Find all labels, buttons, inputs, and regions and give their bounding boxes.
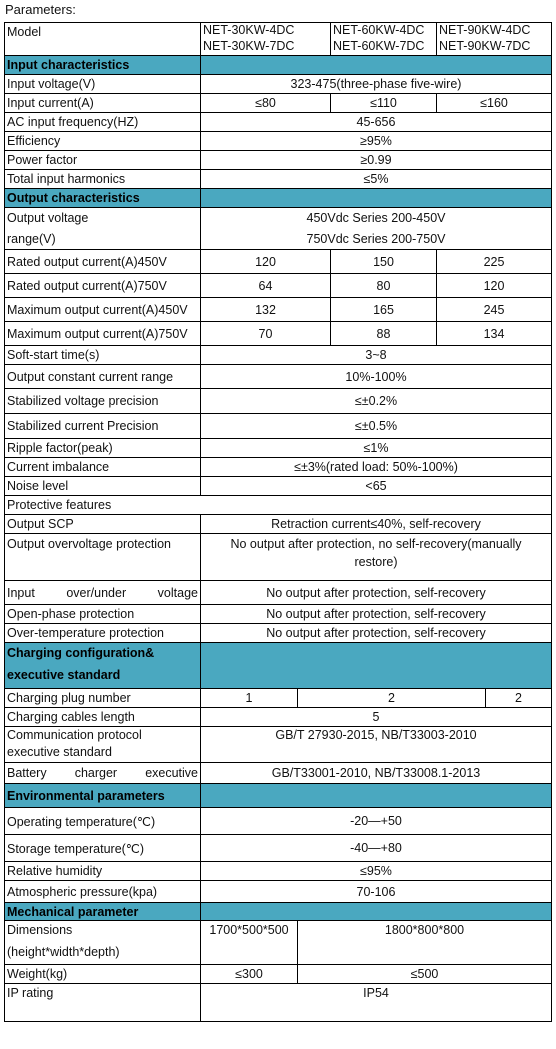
row-value: ≤110 xyxy=(330,94,436,112)
table-row xyxy=(4,132,552,151)
row-value: Retraction current≤40%, self-recovery xyxy=(271,517,481,531)
section-header xyxy=(4,189,552,208)
row-label: Maximum output current(A)450V xyxy=(5,298,201,321)
row-value: GB/T 27930-2015, NB/T33003-2010 xyxy=(275,728,477,742)
row-value: 150 xyxy=(330,250,436,273)
row-label: Rated output current(A)750V xyxy=(5,274,201,297)
row-value: No output after protection, self-recovery xyxy=(266,585,486,600)
section-header xyxy=(4,56,552,75)
model-col-2: NET-60KW-4DC NET-60KW-7DC xyxy=(330,23,436,55)
row-value: ≤160 xyxy=(436,94,551,112)
row-value: ≤±0.2% xyxy=(354,394,398,408)
table-row xyxy=(4,113,552,132)
row-label: Stabilized voltage precision xyxy=(5,389,201,413)
row-label: Communication protocol executive standard xyxy=(5,727,201,762)
row-label: Operating temperature(℃) xyxy=(5,808,201,834)
row-value: 1700*500*500 xyxy=(209,923,289,937)
row-value: 132 xyxy=(255,302,276,317)
table-row xyxy=(4,346,552,365)
table-row xyxy=(4,389,552,414)
row-value: ≤300 xyxy=(235,967,263,981)
row-label: Efficiency xyxy=(5,132,201,150)
row-label: Input over/under voltage xyxy=(5,581,201,604)
table-row xyxy=(4,808,552,835)
row-value: ≤±0.5% xyxy=(354,419,398,433)
row-label: Output overvoltage protection xyxy=(5,534,201,580)
table-row xyxy=(4,208,552,250)
row-label: Charging plug number xyxy=(5,689,201,707)
table-row xyxy=(4,365,552,389)
row-value: 2 xyxy=(297,689,485,707)
row-label: Weight(kg) xyxy=(5,965,201,983)
table-row xyxy=(4,605,552,624)
row-value: -40—+80 xyxy=(350,841,402,855)
table-row xyxy=(4,965,552,984)
table-row xyxy=(4,414,552,439)
table-row xyxy=(4,835,552,862)
row-label: AC input frequency(HZ) xyxy=(5,113,201,131)
section-title: Output characteristics xyxy=(5,189,201,207)
row-value: 1 xyxy=(245,691,253,705)
row-value: ≤5% xyxy=(363,172,389,186)
row-label: Protective features xyxy=(7,498,112,512)
section-header xyxy=(4,784,552,808)
table-row xyxy=(4,22,552,56)
row-label: Relative humidity xyxy=(5,862,201,880)
table-row xyxy=(4,496,552,515)
row-label: Maximum output current(A)750V xyxy=(5,322,201,345)
row-label: Charging cables length xyxy=(5,708,201,726)
row-value: 1800*800*800 xyxy=(297,921,551,964)
table-row xyxy=(4,515,552,534)
table-row xyxy=(4,921,552,965)
row-label: Storage temperature(℃) xyxy=(5,835,201,861)
parameters-table xyxy=(4,22,552,1022)
row-value: 3~8 xyxy=(365,348,387,362)
row-value: ≤80 xyxy=(255,96,276,110)
row-value: ≥95% xyxy=(360,134,392,148)
table-row xyxy=(4,298,552,322)
row-value: IP54 xyxy=(363,986,389,1000)
row-label: Output constant current range xyxy=(5,365,201,388)
row-label: Battery charger executive xyxy=(5,763,201,783)
table-row xyxy=(4,274,552,298)
row-value: ≤95% xyxy=(360,864,392,878)
row-value: 245 xyxy=(436,298,551,321)
section-header xyxy=(4,643,552,689)
table-row xyxy=(4,984,552,1022)
row-label: Current imbalance xyxy=(5,458,201,476)
row-value: ≥0.99 xyxy=(360,153,392,167)
row-value: 80 xyxy=(330,274,436,297)
row-value: 70-106 xyxy=(356,884,396,899)
row-value: 10%-100% xyxy=(345,369,407,384)
row-label: Dimensions (height*width*depth) xyxy=(5,921,201,964)
table-row xyxy=(4,458,552,477)
section-header xyxy=(4,903,552,921)
row-label: Model xyxy=(5,23,201,55)
row-label: Rated output current(A)450V xyxy=(5,250,201,273)
row-value: 2 xyxy=(485,689,551,707)
row-label: Soft-start time(s) xyxy=(5,346,201,364)
row-value: 450Vdc Series 200-450V 750Vdc Series 200-750V xyxy=(306,211,446,246)
row-value: GB/T33001-2010, NB/T33008.1-2013 xyxy=(271,766,481,780)
row-value: 88 xyxy=(330,322,436,345)
row-value: 134 xyxy=(436,322,551,345)
table-row xyxy=(4,151,552,170)
row-label: Power factor xyxy=(5,151,201,169)
row-label: Over-temperature protection xyxy=(5,624,201,642)
table-row xyxy=(4,439,552,458)
table-row xyxy=(4,727,552,763)
model-col-3: NET-90KW-4DC NET-90KW-7DC xyxy=(436,23,551,55)
section-title: Environmental parameters xyxy=(5,784,201,807)
row-value: 323-475(three-phase five-wire) xyxy=(290,77,462,91)
row-label: Total input harmonics xyxy=(5,170,201,188)
table-row xyxy=(4,75,552,94)
row-value: 165 xyxy=(330,298,436,321)
table-row xyxy=(4,862,552,881)
row-value: 120 xyxy=(436,274,551,297)
row-value: 225 xyxy=(436,250,551,273)
section-title: Input characteristics xyxy=(5,56,201,74)
row-value: <65 xyxy=(365,479,387,493)
row-label: Output SCP xyxy=(5,515,201,533)
row-value: No output after protection, no self-recovery(manually restore) xyxy=(230,537,522,569)
row-value: -20—+50 xyxy=(350,814,402,828)
table-row xyxy=(4,763,552,784)
section-title: Mechanical parameter xyxy=(5,903,201,920)
row-label: Input voltage(V) xyxy=(5,75,201,93)
model-col-1: NET-30KW-4DC NET-30KW-7DC xyxy=(203,23,295,53)
row-label: Input current(A) xyxy=(5,94,201,112)
table-row xyxy=(4,689,552,708)
row-label: Output voltage range(V) xyxy=(5,208,201,249)
table-row xyxy=(4,94,552,113)
row-label: Open-phase protection xyxy=(5,605,201,623)
table-row xyxy=(4,624,552,643)
table-row xyxy=(4,534,552,581)
table-row xyxy=(4,170,552,189)
table-row xyxy=(4,322,552,346)
row-value: No output after protection, self-recovery xyxy=(266,626,486,640)
row-value: ≤1% xyxy=(363,441,389,455)
row-value: 45-656 xyxy=(356,115,396,129)
table-row xyxy=(4,250,552,274)
row-value: ≤±3%(rated load: 50%-100%) xyxy=(294,460,458,474)
row-value: 5 xyxy=(372,710,380,724)
section-title: Charging configuration& executive standard xyxy=(5,643,201,688)
row-label: Atmospheric pressure(kpa) xyxy=(5,881,201,902)
table-row xyxy=(4,708,552,727)
row-value: No output after protection, self-recovery xyxy=(266,607,486,621)
page-title: Parameters: xyxy=(5,2,76,17)
row-value: 64 xyxy=(258,278,273,293)
row-label: Noise level xyxy=(5,477,201,495)
table-row xyxy=(4,477,552,496)
row-value: 70 xyxy=(258,326,273,341)
row-value: ≤500 xyxy=(297,965,551,983)
row-label: Stabilized current Precision xyxy=(5,414,201,438)
row-label: IP rating xyxy=(5,984,201,1021)
row-value: 120 xyxy=(255,254,276,269)
table-row xyxy=(4,881,552,903)
table-row xyxy=(4,581,552,605)
row-label: Ripple factor(peak) xyxy=(5,439,201,457)
